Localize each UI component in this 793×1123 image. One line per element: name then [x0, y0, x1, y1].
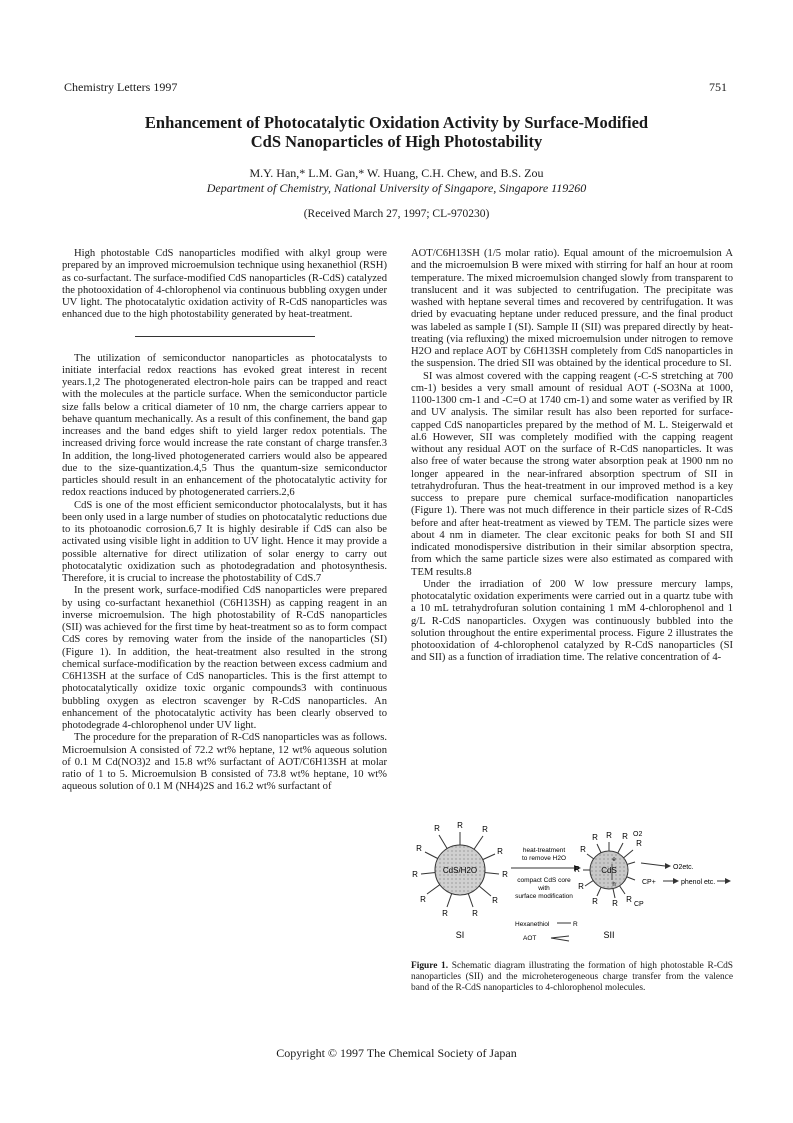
schematic-diagram: [411, 790, 733, 960]
r-label: R: [622, 832, 628, 841]
step-text: heat-treatment: [522, 847, 566, 854]
r-label: R: [497, 847, 503, 856]
copyright-footer: Copyright © 1997 The Chemical Society of Japan: [276, 1046, 517, 1060]
legend-hexanethiol: Hexanethiol: [515, 921, 550, 928]
legend: [515, 921, 578, 942]
r-label: R: [592, 833, 598, 842]
body-paragraph: The procedure for the preparation of R-CdS nanoparticles was as follows. Microemulsion A consisted of 72.2 wt% heptane, 12 wt% aqueous solution of 0.1 M Cd(NO3)2 and 15.8 wt% surfactant of AOT/C6H13SH at molar ratio of 1 to 5. Microemulsion B consisted of 73.8 wt% heptane, 10 wt% aqueous solution of 0.1 M (NH4)2S and 16.2 wt% surfactant of: [62, 732, 387, 793]
particle-si: [412, 821, 508, 940]
body-paragraph: The utilization of semiconductor nanoparticles as photocatalysts to initiate interfacial redox reactions has evoked great interest in recent years.1,2 The photogenerated electron-hole pairs can be trapped and react with the molecules at the particle surface. When the semiconductor particle size falls below a critical diameter of 10 nm, the charge carriers appear to behave quantum mechanically. As a result of this confinement, the band gap increases and the band edges shift to yield larger redox potentials. The increased driving force would increase the rate constant of charge transfer.3 In addition, the long-lived photogenerated carriers would also be appeared due to the size-quantization.4,5 Thus the quantum-size semiconductor particles should result in an enhancement of the photocatalytic activity for redox reactions induced by photogenerated carriers.2,6: [62, 352, 387, 499]
figure-caption: [411, 961, 733, 994]
r-label: R: [412, 870, 418, 879]
body-paragraph: SI was almost covered with the capping reagent (-C-S stretching at 700 cm-1) besides a very small amount of residual AOT (-SO3Na at 1000, 1100-1300 cm-1 and -C=O at 1740 cm-1) and some water as verified by IR and UV analysis. The similar result has also been reported for surface-capped CdS nanoparticles prepared by the method of M. L. Steigerwald et al.6 However, SII was completely modified with the capping reagent without any residual AOT on the surface of R-CdS nanoparticles. It was also free of water because the strong water absorption peak at 1900 nm no longer appeared in the near-infrared absorption spectrum of SII in tetrahydrofuran. Thus the heat-treatment in our improved method is a key success to prepare pure chemical surface-modification nanoparticles (Figure 1). There was not much difference in their particle sizes of R-CdS before and after heat-treatment as viewed by TEM. The particle sizes were about 4 nm in diameter. The clear excitonic peaks for both SI and SII indicated monodispersive distribution in their similar absorption spectra, from which the same particle sizes were also estimated as compared with TEM results.8: [411, 370, 733, 578]
r-label: R: [578, 882, 584, 891]
caption-label: Figure 1.: [411, 961, 449, 971]
r-label: R: [574, 865, 580, 874]
abstract: High photostable CdS nanoparticles modified with alkyl group were prepared by an improved microemulsion technique using hexanethiol (RSH) as co-surfactant. The surface-modified CdS nanoparticles (R-CdS) catalyzed the photooxidation of 4-chlorophenol via continuous bubbling oxygen under UV light. The photocatalytic oxidation activity of R-CdS nanoparticles was enhanced due to the high photostability generated by heat-treatment.: [62, 248, 387, 321]
r-label: R: [612, 899, 618, 908]
step-text: with: [538, 885, 550, 892]
legend-r: R: [573, 921, 578, 928]
r-label: R: [626, 895, 632, 904]
o2-products-label: O2etc.: [673, 864, 694, 871]
step-text: to remove H2O: [521, 855, 567, 862]
process-steps: [511, 847, 581, 900]
particle-sii: [574, 831, 731, 940]
left-core-label: CdS/H2O: [442, 866, 478, 875]
sii-label: SII: [603, 930, 615, 940]
body-paragraph: AOT/C6H13SH (1/5 molar ratio). Equal amount of the microemulsion A and the microemulsion B were mixed with stirring for half an hour at room temperature. The mixed microemulsion changed slowly from transparent to translucent and it was subjected to centrifugation. The precipitate was washed with heptane several times and recovered by centrifugation. It was dried by evacuating heptane under reduced pressure, and the final product was labeled as sample I (SI). Sample II (SII) was prepared directly by heat-treating (via refluxing) the mixed microemulsion under nitrogen to remove H2O and replace AOT by C6H13SH completely from CdS nanoparticles in the suspension. The dried SII was obtained by the identical procedure to SI.: [411, 248, 733, 370]
authors: M.Y. Han,* L.M. Gan,* W. Huang, C.H. Chew, and B.S. Zou: [249, 166, 544, 180]
body-paragraph: CdS is one of the most efficient semiconductor photocalalysts, but it has been only used in a large number of studies on photocatalytic reductions due to its photoanodic corrosion.6,7 It is highly desirable if CdS can also be activated using visible light in addition to UV light. Hence it may provide a possible alternative for direct utilization of solar energy to carry out photocatalytic oxidization such as photodegradation and photosynthesis. Therefore, it is crucial to increase the photostability of CdS.7: [62, 499, 387, 584]
body-paragraph: In the present work, surface-modified CdS nanoparticles were prepared by using co-surfactant hexanethiol (C6H13SH) as capping reagent in an inverse microemulsion. The high photostability of R-CdS nanoparticles (SII) was achieved for the first time by heat-treatment so as to form compact CdS cores by removing water from the inside of the nanoparticles (SI) (Figure 1). In addition, the heat-treatment also resulted in the strong chemical surface-modification by the reaction between excess cadmium and C6H13SH at the surface of CdS nanoparticles. This is the first attempt to photocatalytically oxidize toxic organic compounds3 with continuous bubbling oxygen as electron scavenger by R-CdS nanoparticles. An enhancement of the photocatalytic activity has been clearly observed to photodegrade 4-chlorophenol under UV light.: [62, 585, 387, 731]
right-column: [411, 248, 733, 665]
r-label: R: [606, 831, 612, 840]
abstract-divider: [135, 336, 315, 337]
journal-name: Chemistry Letters 1997: [64, 80, 178, 94]
r-label: R: [457, 821, 463, 830]
title-line-2: CdS Nanoparticles of High Photostability: [250, 132, 543, 151]
r-label: R: [580, 845, 586, 854]
r-label: R: [492, 896, 498, 905]
left-column: [62, 248, 387, 794]
step-text: compact CdS core: [517, 877, 571, 884]
phenol-products-label: phenol etc.: [681, 879, 716, 886]
o2-label: O2: [633, 831, 643, 838]
caption-text: Schematic diagram illustrating the formation of high photostable R-CdS nanoparticles (SII) and the microheterogeneous charge transfer from the valence band of the R-CdS nanoparticles to 4-chlorophenol molecules.: [411, 961, 733, 993]
title-line-1: Enhancement of Photocatalytic Oxidation Activity by Surface-Modified: [144, 113, 649, 132]
hole-label: h: [612, 882, 616, 888]
si-label: SI: [455, 930, 465, 940]
r-label: R: [502, 870, 508, 879]
r-label: R: [482, 825, 488, 834]
affiliation: Department of Chemistry, National University of Singapore, Singapore 119260: [206, 181, 587, 195]
page-number: 751: [709, 80, 727, 94]
r-label: R: [442, 909, 448, 918]
r-label: R: [636, 839, 642, 848]
step-text: surface modification: [515, 893, 573, 900]
body-paragraph: Under the irradiation of 200 W low pressure mercury lamps, photocatalytic oxidation experiments were carried out in a quartz tube with a 10 mL tetrahydrofuran solution containing 1 mM 4-chlorophenol and 1 g/L R-CdS nanoparticles. Oxygen was continuously bubbled into the solution throughout the entire experimental process. Figure 2 illustrates the photooxidation of 4-chlorophenol catalyzed by R-CdS nanoparticles (SI and SII) as a function of irradiation time. The relative concentration of 4-: [411, 578, 733, 664]
electron-label: e: [612, 857, 616, 863]
legend-aot: AOT: [523, 935, 537, 942]
cp-cation-label: CP+: [642, 879, 656, 886]
right-core-label: CdS: [601, 866, 617, 875]
r-label: R: [472, 909, 478, 918]
r-label: R: [420, 895, 426, 904]
r-label: R: [434, 824, 440, 833]
cp-label: CP: [634, 901, 644, 908]
figure-1-schematic: [411, 790, 733, 960]
received-date: (Received March 27, 1997; CL-970230): [303, 208, 490, 220]
r-label: R: [416, 844, 422, 853]
article-title: [60, 113, 733, 151]
r-label: R: [592, 897, 598, 906]
